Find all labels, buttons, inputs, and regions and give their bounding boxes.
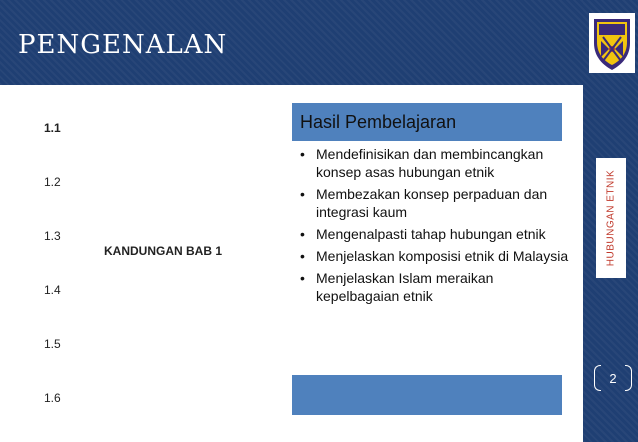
hasil-footer-bar bbox=[292, 375, 562, 415]
section-number: 1.2 bbox=[44, 175, 61, 189]
hasil-list-box bbox=[292, 141, 569, 373]
section-number: 1.5 bbox=[44, 337, 61, 351]
list-item: • Menjelaskan komposisi etnik di Malaysia bbox=[316, 247, 578, 265]
section-number: 1.4 bbox=[44, 283, 61, 297]
hasil-list bbox=[292, 145, 578, 309]
section-number: 1.3 bbox=[44, 229, 61, 243]
side-label-text: HUBUNGAN ETNIK bbox=[605, 169, 617, 267]
hasil-heading bbox=[292, 103, 562, 141]
logo bbox=[589, 13, 635, 73]
section-number: 1.6 bbox=[44, 391, 61, 405]
page-number bbox=[594, 365, 632, 391]
hasil-heading-text: Hasil Pembelajaran bbox=[300, 111, 457, 132]
page-title: PENGENALAN bbox=[18, 30, 228, 60]
university-crest-icon bbox=[589, 13, 635, 73]
list-item: • Mengenalpasti tahap hubungan etnik bbox=[316, 225, 578, 243]
list-item: • Menjelaskan Islam meraikan kepelbagaian etnik bbox=[316, 269, 578, 305]
side-label bbox=[596, 158, 626, 278]
list-item: • Membezakan konsep perpaduan dan integrasi kaum bbox=[316, 185, 578, 221]
page-number-text: 2 bbox=[609, 370, 617, 386]
kandungan-label: KANDUNGAN BAB 1 bbox=[104, 244, 223, 258]
section-number: 1.1 bbox=[44, 121, 61, 135]
list-item: • Mendefinisikan dan membincangkan konsep asas hubungan etnik bbox=[316, 145, 578, 181]
